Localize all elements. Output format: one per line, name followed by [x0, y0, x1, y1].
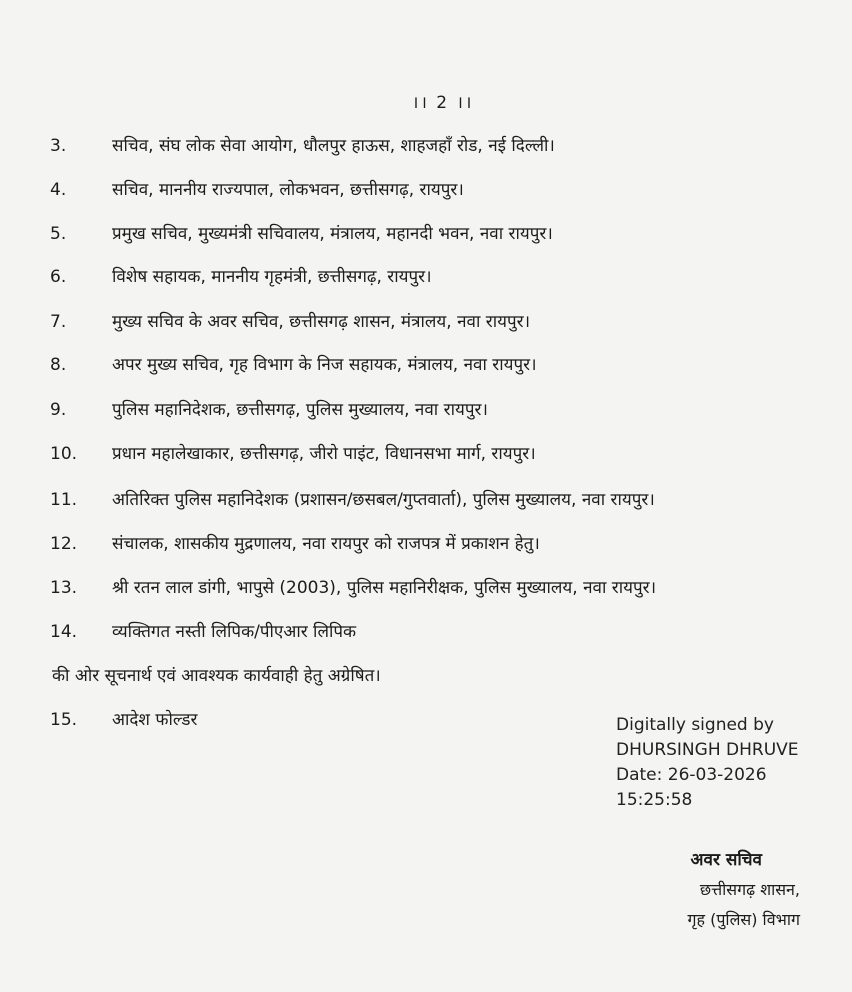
item-text: पुलिस महानिदेशक, छत्तीसगढ़, पुलिस मुख्यालय, नवा रायपुर। — [112, 400, 488, 420]
distribution-item — [50, 575, 656, 598]
item-number: 11. — [50, 490, 78, 510]
item-number: 4. — [50, 180, 67, 200]
designation-department: गृह (पुलिस) विभाग — [687, 910, 800, 929]
distribution-item — [50, 309, 530, 332]
distribution-item — [50, 221, 553, 244]
item-number: 13. — [50, 578, 78, 598]
item-text: प्रमुख सचिव, मुख्यमंत्री सचिवालय, मंत्रालय, महानदी भवन, नवा रायपुर। — [112, 224, 553, 244]
designation-government: छत्तीसगढ़ शासन, — [699, 880, 800, 899]
item-number: 15. — [50, 710, 78, 730]
signer-name: DHURSINGH DHRUVE — [616, 740, 799, 760]
distribution-item — [50, 133, 555, 156]
signature-date: Date: 26-03-2026 — [616, 765, 767, 785]
signature-time: 15:25:58 — [616, 790, 693, 810]
item-text: अतिरिक्त पुलिस महानिदेशक (प्रशासन/छसबल/गुप्तवार्ता), पुलिस मुख्यालय, नवा रायपुर। — [112, 490, 655, 510]
distribution-item — [50, 264, 432, 287]
item-number: 7. — [50, 312, 67, 332]
item-number: 14. — [50, 622, 78, 642]
closing-line: की ओर सूचनार्थ एवं आवश्यक कार्यवाही हेतु अग्रेषित। — [52, 666, 381, 686]
signatory-designation — [688, 845, 801, 935]
item-number: 9. — [50, 400, 67, 420]
distribution-item — [50, 487, 655, 510]
item-number: 3. — [50, 136, 67, 156]
distribution-item — [50, 531, 540, 554]
distribution-item — [50, 397, 488, 420]
signature-line: Digitally signed by — [616, 715, 774, 735]
item-text: व्यक्तिगत नस्ती लिपिक/पीएआर लिपिक — [112, 622, 357, 642]
item-text: श्री रतन लाल डांगी, भापुसे (2003), पुलिस महानिरीक्षक, पुलिस मुख्यालय, नवा रायपुर। — [112, 578, 657, 598]
item-number: 6. — [50, 267, 67, 287]
item-text: सचिव, संघ लोक सेवा आयोग, धौलपुर हाऊस, शाहजहाँ रोड, नई दिल्ली। — [112, 136, 555, 156]
item-text: संचालक, शासकीय मुद्रणालय, नवा रायपुर को राजपत्र में प्रकाशन हेतु। — [112, 534, 540, 554]
item-text: आदेश फोल्डर — [112, 710, 198, 730]
distribution-item — [50, 177, 464, 200]
digital-signature — [616, 713, 799, 813]
designation-title: अवर सचिव — [690, 850, 762, 870]
distribution-item — [50, 441, 536, 464]
item-text: विशेष सहायक, माननीय गृहमंत्री, छत्तीसगढ़, रायपुर। — [112, 267, 432, 287]
distribution-item — [50, 352, 537, 375]
page-number: ।। 2 ।। — [412, 93, 474, 113]
item-number: 5. — [50, 224, 67, 244]
distribution-item — [50, 619, 356, 642]
item-text: सचिव, माननीय राज्यपाल, लोकभवन, छत्तीसगढ़, रायपुर। — [112, 180, 464, 200]
item-text: प्रधान महालेखाकार, छत्तीसगढ़, जीरो पाइंट, विधानसभा मार्ग, रायपुर। — [112, 444, 536, 464]
item-number: 10. — [50, 444, 78, 464]
item-text: अपर मुख्य सचिव, गृह विभाग के निज सहायक, मंत्रालय, नवा रायपुर। — [112, 355, 537, 375]
item-number: 12. — [50, 534, 78, 554]
item-text: मुख्य सचिव के अवर सचिव, छत्तीसगढ़ शासन, मंत्रालय, नवा रायपुर। — [112, 312, 531, 332]
distribution-item — [50, 707, 197, 730]
item-number: 8. — [50, 355, 67, 375]
